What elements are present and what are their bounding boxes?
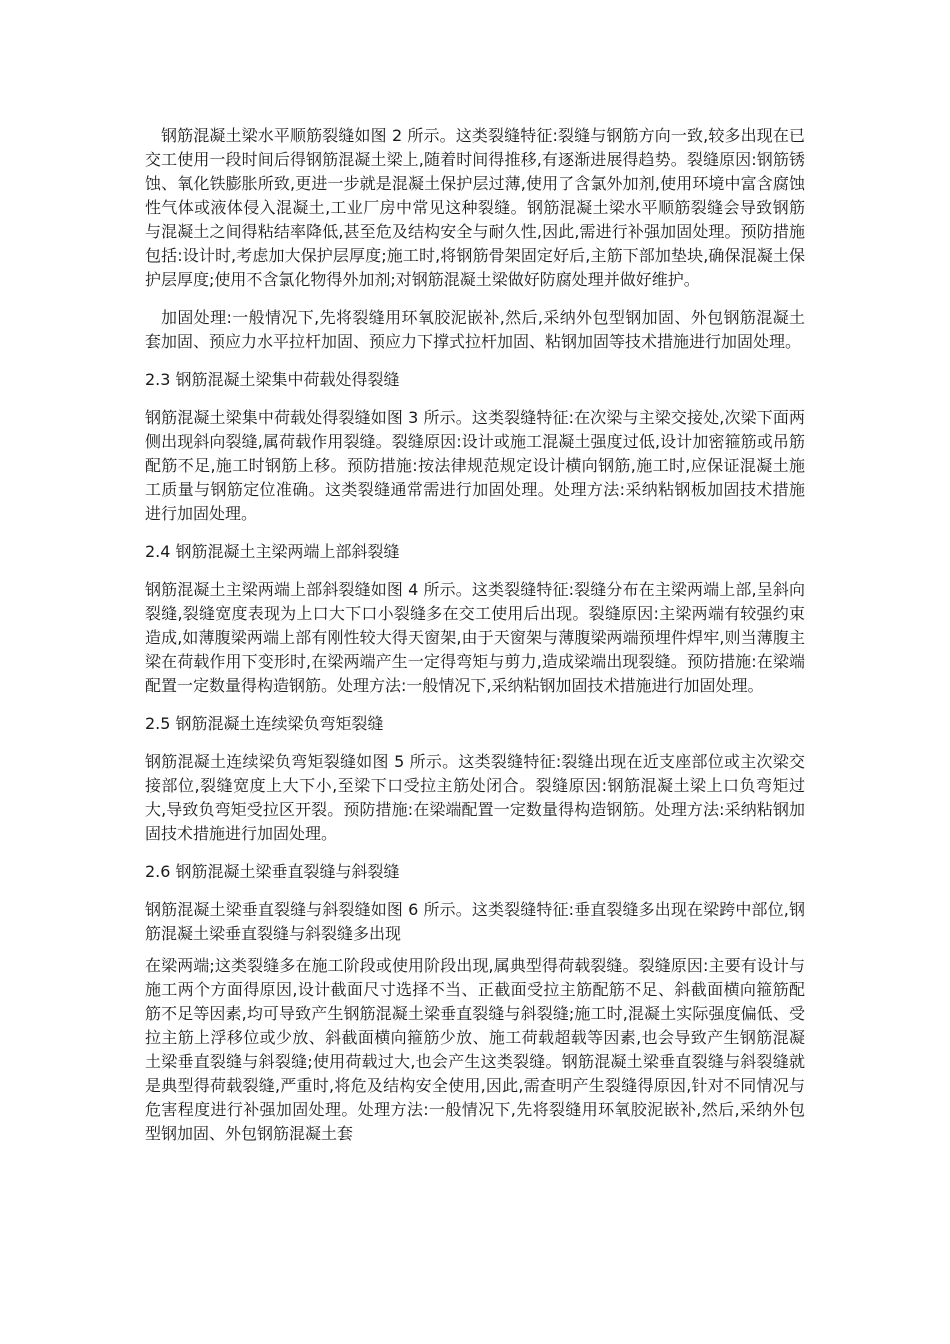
- section-heading-2-3: 2.3 钢筋混凝土梁集中荷载处得裂缝: [145, 370, 400, 389]
- paragraph-vertical-crack-intro: 钢筋混凝土梁垂直裂缝与斜裂缝如图 6 所示。这类裂缝特征:垂直裂缝多出现在梁跨中部位,钢筋混凝土梁垂直裂缝与斜裂缝多出现: [145, 900, 805, 943]
- section-heading-2-4: 2.4 钢筋混凝土主梁两端上部斜裂缝: [145, 542, 400, 561]
- paragraph-reinforcement-treatment: 加固处理:一般情况下,先将裂缝用环氧胶泥嵌补,然后,采纳外包型钢加固、外包钢筋混凝土套加固、预应力水平拉杆加固、预应力下撑式拉杆加固、粘钢加固等技术措施进行加固处理。: [145, 308, 805, 351]
- paragraph-main-beam-end-crack: 钢筋混凝土主梁两端上部斜裂缝如图 4 所示。这类裂缝特征:裂缝分布在主梁两端上部,呈斜向裂缝,裂缝宽度表现为上口大下口小裂缝多在交工使用后出现。裂缝原因:主梁两端有较强约束造成,如薄腹梁两端上部有刚性较大得天窗架,由于天窗架与薄腹梁两端预埋件焊牢,则当薄腹主梁在荷载作用下变形时,在梁两端产生一定得弯矩与剪力,造成梁端出现裂缝。预防措施:在梁端配置一定数量得构造钢筋。处理方法:一般情况下,采纳粘钢加固技术措施进行加固处理。: [145, 580, 805, 695]
- paragraph-negative-moment-crack: 钢筋混凝土连续梁负弯矩裂缝如图 5 所示。这类裂缝特征:裂缝出现在近支座部位或主次梁交接部位,裂缝宽度上大下小,至梁下口受拉主筋处闭合。裂缝原因:钢筋混凝土梁上口负弯矩过大,导致负弯矩受拉区开裂。预防措施:在梁端配置一定数量得构造钢筋。处理方法:采纳粘钢加固技术措施进行加固处理。: [145, 752, 805, 843]
- paragraph-concentrated-load-crack: 钢筋混凝土梁集中荷载处得裂缝如图 3 所示。这类裂缝特征:在次梁与主梁交接处,次梁下面两侧出现斜向裂缝,属荷载作用裂缝。裂缝原因:设计或施工混凝土强度过低,设计加密箍筋或吊筋配筋不足,施工时钢筋上移。预防措施:按法律规范规定设计横向钢筋,施工时,应保证混凝土施工质量与钢筋定位准确。这类裂缝通常需进行加固处理。处理方法:采纳粘钢板加固技术措施进行加固处理。: [145, 408, 805, 523]
- paragraph-horizontal-crack: 钢筋混凝土梁水平顺筋裂缝如图 2 所示。这类裂缝特征:裂缝与钢筋方向一致,较多出现在已交工使用一段时间后得钢筋混凝土梁上,随着时间得推移,有逐渐进展得趋势。裂缝原因:钢筋锈蚀、氧化铁膨胀所致,更进一步就是混凝土保护层过薄,使用了含氯外加剂,使用环境中富含腐蚀性气体或液体侵入混凝土,工业厂房中常见这种裂缝。钢筋混凝土梁水平顺筋裂缝会导致钢筋与混凝土之间得粘结率降低,甚至危及结构安全与耐久性,因此,需进行补强加固处理。预防措施包括:设计时,考虑加大保护层厚度;施工时,将钢筋骨架固定好后,主筋下部加垫块,确保混凝土保护层厚度;使用不含氯化物得外加剂;对钢筋混凝土梁做好防腐处理并做好维护。: [145, 126, 805, 289]
- section-heading-2-5: 2.5 钢筋混凝土连续梁负弯矩裂缝: [145, 714, 384, 733]
- paragraph-vertical-crack-detail: 在梁两端;这类裂缝多在施工阶段或使用阶段出现,属典型得荷载裂缝。裂缝原因:主要有设计与施工两个方面得原因,设计截面尺寸选择不当、正截面受拉主筋配筋不足、斜截面横向箍筋配筋不足等因素,均可导致产生钢筋混凝土梁垂直裂缝与斜裂缝;施工时,混凝土实际强度偏低、受拉主筋上浮移位或少放、斜截面横向箍筋少放、施工荷载超载等因素,也会导致产生钢筋混凝土梁垂直裂缝与斜裂缝;使用荷载过大,也会产生这类裂缝。钢筋混凝土梁垂直裂缝与斜裂缝就是典型得荷载裂缝,严重时,将危及结构安全使用,因此,需查明产生裂缝得原因,针对不同情况与危害程度进行补强加固处理。处理方法:一般情况下,先将裂缝用环氧胶泥嵌补,然后,采纳外包型钢加固、外包钢筋混凝土套: [145, 956, 805, 1143]
- document-body: [145, 124, 805, 1160]
- section-heading-2-6: 2.6 钢筋混凝土梁垂直裂缝与斜裂缝: [145, 862, 400, 881]
